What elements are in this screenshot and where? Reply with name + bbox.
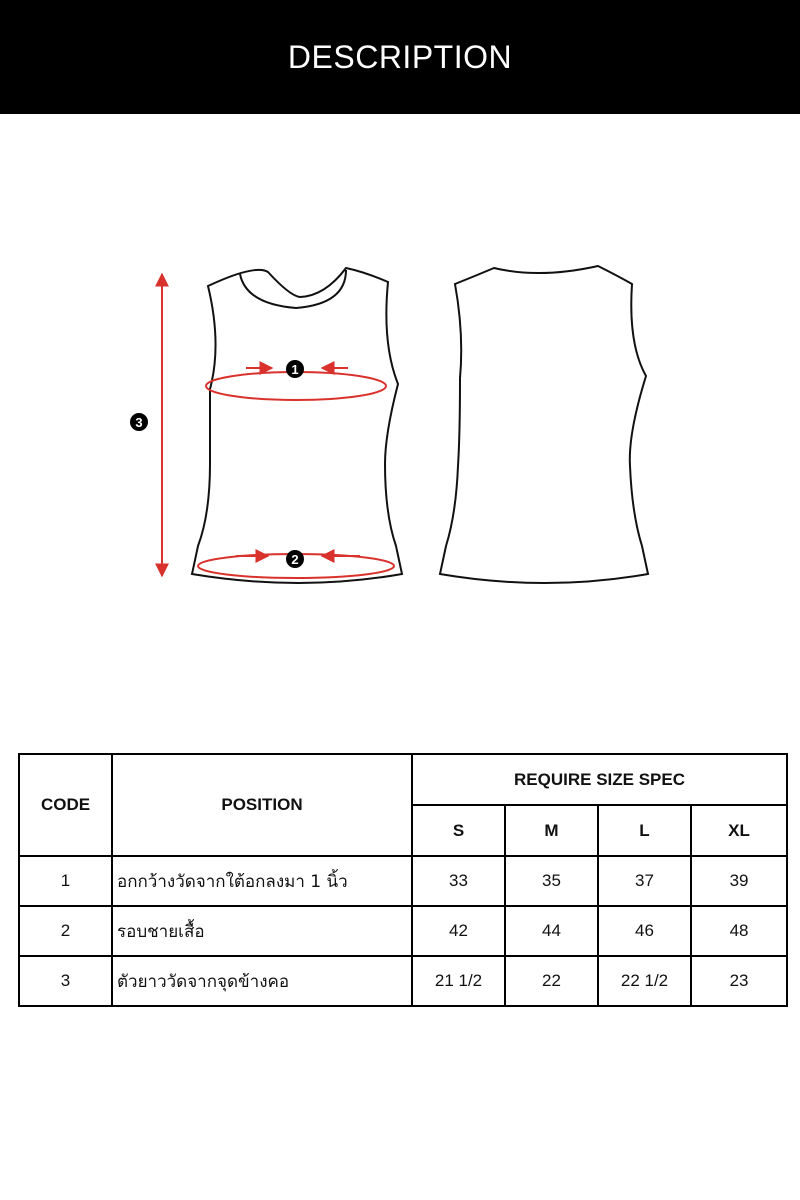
back-view-outline: [440, 266, 648, 583]
code-header: CODE: [19, 754, 112, 856]
row-value-m: 22: [505, 956, 598, 1006]
size-spec-table: [18, 753, 788, 1007]
row-value-l: 22 1/2: [598, 956, 691, 1006]
position-header: POSITION: [112, 754, 412, 856]
row-code: 1: [19, 856, 112, 906]
size-header-s: S: [412, 805, 505, 856]
table-row: [19, 856, 787, 906]
garment-diagram: [0, 114, 800, 734]
row-value-xl: 48: [691, 906, 787, 956]
table-row: [19, 906, 787, 956]
marker-1: [286, 360, 304, 378]
row-value-m: 44: [505, 906, 598, 956]
marker-2: [286, 550, 304, 568]
spec-header: REQUIRE SIZE SPEC: [412, 754, 787, 805]
row-value-l: 46: [598, 906, 691, 956]
row-value-xl: 39: [691, 856, 787, 906]
table-row: [19, 956, 787, 1006]
row-position: อกกว้างวัดจากใต้อกลงมา 1 นิ้ว: [112, 856, 412, 906]
row-code: 2: [19, 906, 112, 956]
row-position: ตัวยาววัดจากจุดข้างคอ: [112, 956, 412, 1006]
page-header: [0, 0, 800, 114]
size-header-m: M: [505, 805, 598, 856]
size-header-l: L: [598, 805, 691, 856]
svg-text:3: 3: [135, 415, 143, 430]
front-view-outline: [192, 268, 402, 583]
marker-3: [130, 413, 148, 431]
row-value-s: 21 1/2: [412, 956, 505, 1006]
row-value-s: 33: [412, 856, 505, 906]
size-header-xl: XL: [691, 805, 787, 856]
row-code: 3: [19, 956, 112, 1006]
row-value-s: 42: [412, 906, 505, 956]
svg-text:1: 1: [291, 362, 299, 377]
svg-text:2: 2: [291, 552, 299, 567]
row-value-xl: 23: [691, 956, 787, 1006]
row-value-l: 37: [598, 856, 691, 906]
page-title: DESCRIPTION: [287, 38, 513, 75]
row-position: รอบชายเสื้อ: [112, 906, 412, 956]
row-value-m: 35: [505, 856, 598, 906]
